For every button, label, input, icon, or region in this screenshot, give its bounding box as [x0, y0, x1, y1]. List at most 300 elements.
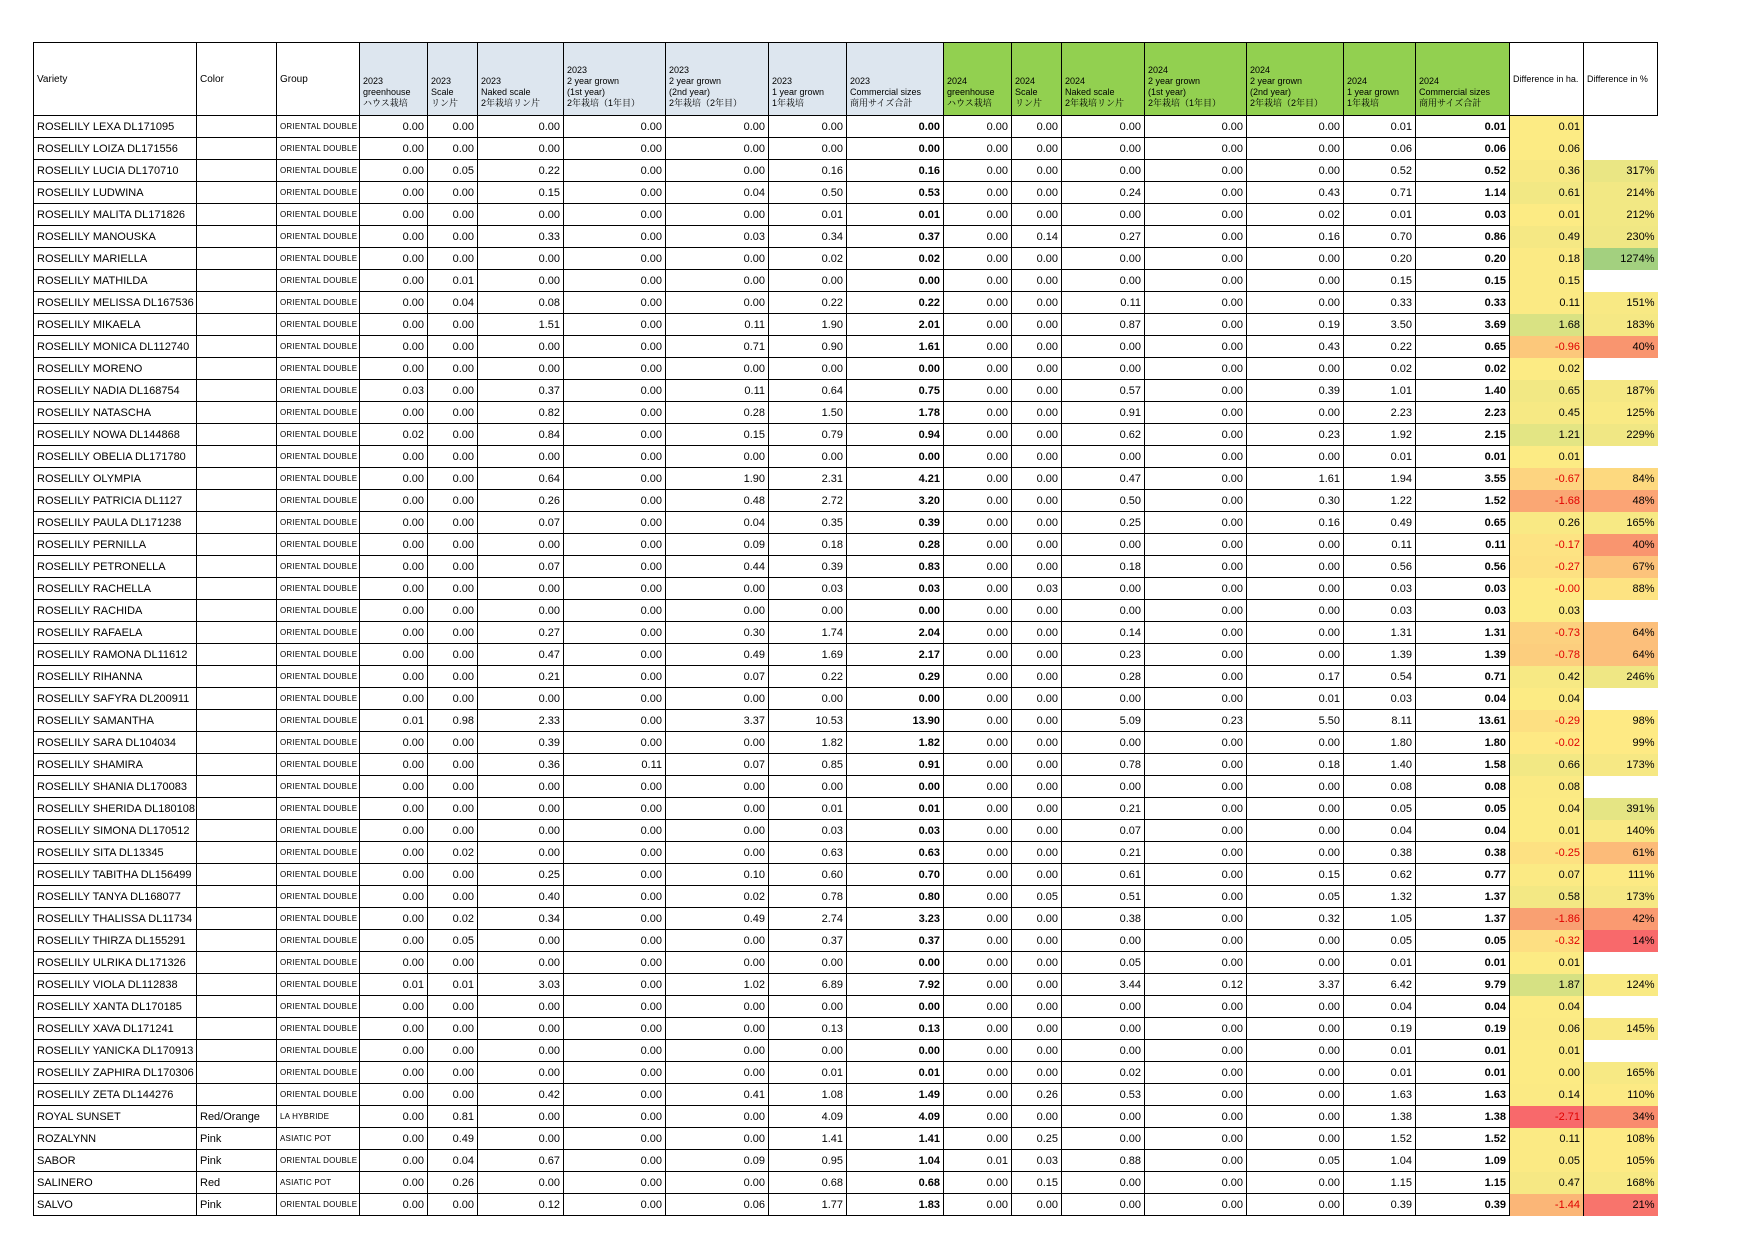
header-year: 2023: [431, 76, 452, 86]
variety-cell: ROSELILY SARA DL104034: [34, 732, 197, 754]
value-2023-cell: 0.00: [564, 886, 666, 908]
value-2023-cell: 0.00: [564, 1128, 666, 1150]
group-cell: ORIENTAL DOUBLE: [277, 1084, 360, 1106]
value-2023-cell: 0.00: [428, 446, 478, 468]
value-2024-cell: 0.00: [1012, 556, 1062, 578]
value-2023-cell: 0.00: [666, 1128, 769, 1150]
header-y2023-col-6: [847, 43, 944, 116]
difference-ha-cell: -0.29: [1510, 710, 1584, 732]
value-2024-cell: 0.00: [1062, 776, 1145, 798]
value-2023-cell: 0.50: [769, 182, 847, 204]
group-cell: ORIENTAL DOUBLE: [277, 248, 360, 270]
value-2024-cell: 0.00: [1012, 1194, 1062, 1216]
commercial-2023-cell: 7.92: [847, 974, 944, 996]
table-row: [34, 688, 1658, 710]
value-2024-cell: 0.12: [1145, 974, 1247, 996]
value-2024-cell: 0.00: [1012, 380, 1062, 402]
commercial-2023-cell: 0.01: [847, 798, 944, 820]
group-cell: ORIENTAL DOUBLE: [277, 710, 360, 732]
value-2023-cell: 0.00: [478, 842, 564, 864]
group-cell: ORIENTAL DOUBLE: [277, 886, 360, 908]
header-y2023-col-2: [478, 43, 564, 116]
value-2023-cell: 0.00: [564, 182, 666, 204]
value-2023-cell: 0.95: [769, 1150, 847, 1172]
value-2024-cell: 0.00: [1145, 490, 1247, 512]
value-2023-cell: 0.81: [428, 1106, 478, 1128]
value-2024-cell: 0.00: [1247, 160, 1344, 182]
value-2023-cell: 0.00: [769, 952, 847, 974]
value-2024-cell: 0.00: [1247, 1018, 1344, 1040]
color-cell: [197, 996, 277, 1018]
value-2023-cell: 0.00: [360, 864, 428, 886]
value-2023-cell: 4.09: [769, 1106, 847, 1128]
group-cell: ORIENTAL DOUBLE: [277, 908, 360, 930]
value-2024-cell: 0.00: [1145, 402, 1247, 424]
commercial-2024-cell: 1.52: [1416, 1128, 1510, 1150]
value-2024-cell: 1.63: [1344, 1084, 1416, 1106]
value-2024-cell: 0.20: [1344, 248, 1416, 270]
difference-ha-cell: 0.61: [1510, 182, 1584, 204]
value-2023-cell: 0.00: [428, 754, 478, 776]
value-2024-cell: 0.00: [1062, 1128, 1145, 1150]
value-2024-cell: 0.00: [1247, 1106, 1344, 1128]
value-2023-cell: 0.00: [360, 996, 428, 1018]
table-row: [34, 864, 1658, 886]
value-2024-cell: 0.00: [1145, 534, 1247, 556]
value-2024-cell: 0.49: [1344, 512, 1416, 534]
value-2024-cell: 3.37: [1247, 974, 1344, 996]
difference-pct-cell: 42%: [1584, 908, 1658, 930]
value-2024-cell: 0.00: [944, 1084, 1012, 1106]
commercial-2024-cell: 0.11: [1416, 534, 1510, 556]
value-2023-cell: 0.00: [666, 138, 769, 160]
color-cell: [197, 314, 277, 336]
commercial-2024-cell: 13.61: [1416, 710, 1510, 732]
value-2024-cell: 0.05: [1247, 1150, 1344, 1172]
color-cell: [197, 490, 277, 512]
header-line1: Naked scale: [1065, 87, 1115, 97]
value-2024-cell: 0.00: [1062, 270, 1145, 292]
value-2023-cell: 0.00: [564, 512, 666, 534]
value-2023-cell: 0.00: [769, 688, 847, 710]
value-2024-cell: 0.00: [1145, 1194, 1247, 1216]
table-row: [34, 622, 1658, 644]
color-cell: Red/Orange: [197, 1106, 277, 1128]
commercial-2023-cell: 1.83: [847, 1194, 944, 1216]
variety-area-table: [33, 42, 1658, 1216]
color-cell: [197, 578, 277, 600]
value-2023-cell: 0.00: [428, 666, 478, 688]
value-2024-cell: 0.00: [944, 996, 1012, 1018]
difference-ha-cell: 0.01: [1510, 1040, 1584, 1062]
value-2023-cell: 0.07: [666, 666, 769, 688]
value-2024-cell: 0.18: [1247, 754, 1344, 776]
value-2023-cell: 0.00: [564, 996, 666, 1018]
value-2024-cell: 1.01: [1344, 380, 1416, 402]
value-2023-cell: 0.00: [360, 798, 428, 820]
value-2024-cell: 0.00: [1145, 754, 1247, 776]
difference-pct-cell: 61%: [1584, 842, 1658, 864]
difference-ha-cell: 0.45: [1510, 402, 1584, 424]
header-y2024-col-1: [1012, 43, 1062, 116]
difference-ha-cell: 1.21: [1510, 424, 1584, 446]
group-cell: ORIENTAL DOUBLE: [277, 798, 360, 820]
value-2024-cell: 0.24: [1062, 182, 1145, 204]
table-row: [34, 402, 1658, 424]
table-row: [34, 446, 1658, 468]
value-2024-cell: 0.88: [1062, 1150, 1145, 1172]
difference-pct-cell: [1584, 688, 1658, 710]
value-2023-cell: 0.30: [666, 622, 769, 644]
value-2024-cell: 0.87: [1062, 314, 1145, 336]
value-2024-cell: 0.15: [1344, 270, 1416, 292]
difference-ha-cell: 0.07: [1510, 864, 1584, 886]
variety-cell: ROSELILY LEXA DL171095: [34, 116, 197, 138]
difference-ha-cell: 0.06: [1510, 138, 1584, 160]
variety-cell: ROSELILY SHAMIRA: [34, 754, 197, 776]
value-2024-cell: 0.00: [1145, 666, 1247, 688]
group-cell: ORIENTAL DOUBLE: [277, 336, 360, 358]
value-2023-cell: 0.00: [360, 248, 428, 270]
value-2024-cell: 0.14: [1012, 226, 1062, 248]
value-2023-cell: 0.85: [769, 754, 847, 776]
difference-pct-cell: 187%: [1584, 380, 1658, 402]
commercial-2023-cell: 0.03: [847, 578, 944, 600]
value-2024-cell: 0.02: [1062, 1062, 1145, 1084]
commercial-2023-cell: 4.09: [847, 1106, 944, 1128]
value-2023-cell: 0.00: [428, 622, 478, 644]
value-2023-cell: 0.00: [478, 534, 564, 556]
value-2023-cell: 0.00: [478, 1172, 564, 1194]
variety-cell: ROSELILY RACHELLA: [34, 578, 197, 600]
value-2024-cell: 0.00: [944, 204, 1012, 226]
value-2023-cell: 0.04: [428, 292, 478, 314]
value-2024-cell: 0.00: [1145, 952, 1247, 974]
group-cell: ORIENTAL DOUBLE: [277, 314, 360, 336]
value-2023-cell: 0.00: [564, 710, 666, 732]
commercial-2024-cell: 0.65: [1416, 336, 1510, 358]
commercial-2023-cell: 0.63: [847, 842, 944, 864]
header-year: 2024: [947, 76, 968, 86]
difference-ha-cell: 0.04: [1510, 798, 1584, 820]
value-2023-cell: 0.00: [564, 1018, 666, 1040]
commercial-2023-cell: 0.00: [847, 776, 944, 798]
value-2023-cell: 0.00: [360, 1150, 428, 1172]
commercial-2023-cell: 0.29: [847, 666, 944, 688]
header-line1: Scale: [431, 87, 454, 97]
value-2024-cell: 0.00: [1145, 248, 1247, 270]
value-2024-cell: 0.00: [1247, 952, 1344, 974]
variety-cell: ROSELILY LUDWINA: [34, 182, 197, 204]
commercial-2024-cell: 1.58: [1416, 754, 1510, 776]
commercial-2023-cell: 1.61: [847, 336, 944, 358]
value-2023-cell: 0.03: [360, 380, 428, 402]
value-2024-cell: 5.09: [1062, 710, 1145, 732]
value-2024-cell: 0.00: [1062, 688, 1145, 710]
difference-ha-cell: -0.02: [1510, 732, 1584, 754]
value-2023-cell: 0.00: [478, 776, 564, 798]
value-2023-cell: 0.39: [478, 732, 564, 754]
table-row: [34, 534, 1658, 556]
header-line1: 2 year grown: [1148, 76, 1201, 86]
commercial-2023-cell: 2.04: [847, 622, 944, 644]
commercial-2024-cell: 0.01: [1416, 446, 1510, 468]
value-2024-cell: 0.00: [944, 424, 1012, 446]
value-2024-cell: 0.00: [1145, 864, 1247, 886]
difference-pct-cell: 105%: [1584, 1150, 1658, 1172]
value-2023-cell: 0.00: [360, 160, 428, 182]
difference-ha-cell: 0.65: [1510, 380, 1584, 402]
value-2023-cell: 0.12: [478, 1194, 564, 1216]
value-2024-cell: 0.00: [944, 248, 1012, 270]
value-2024-cell: 0.14: [1062, 622, 1145, 644]
variety-cell: ROSELILY MALITA DL171826: [34, 204, 197, 226]
color-cell: [197, 160, 277, 182]
group-cell: ORIENTAL DOUBLE: [277, 292, 360, 314]
group-cell: ORIENTAL DOUBLE: [277, 358, 360, 380]
value-2024-cell: 0.00: [1145, 930, 1247, 952]
header-y2024-col-0: [944, 43, 1012, 116]
value-2024-cell: 0.00: [944, 754, 1012, 776]
value-2023-cell: 0.00: [564, 820, 666, 842]
value-2024-cell: 1.92: [1344, 424, 1416, 446]
commercial-2023-cell: 0.03: [847, 820, 944, 842]
value-2024-cell: 0.70: [1344, 226, 1416, 248]
value-2024-cell: 0.00: [1012, 1018, 1062, 1040]
value-2023-cell: 0.25: [478, 864, 564, 886]
variety-cell: SALINERO: [34, 1172, 197, 1194]
value-2023-cell: 0.11: [666, 380, 769, 402]
table-row: [34, 886, 1658, 908]
header-jp: 商用サイズ合計: [850, 98, 913, 108]
header-line2: (2nd year): [669, 87, 711, 97]
commercial-2023-cell: 0.00: [847, 1040, 944, 1062]
table-row: [34, 952, 1658, 974]
color-cell: [197, 358, 277, 380]
variety-cell: ROSELILY MONICA DL112740: [34, 336, 197, 358]
value-2023-cell: 0.00: [428, 380, 478, 402]
value-2024-cell: 0.00: [1012, 138, 1062, 160]
color-cell: [197, 930, 277, 952]
commercial-2024-cell: 1.52: [1416, 490, 1510, 512]
group-cell: ORIENTAL DOUBLE: [277, 996, 360, 1018]
value-2023-cell: 1.02: [666, 974, 769, 996]
value-2024-cell: 0.11: [1344, 534, 1416, 556]
difference-pct-cell: 151%: [1584, 292, 1658, 314]
value-2023-cell: 0.00: [478, 1062, 564, 1084]
difference-pct-cell: [1584, 358, 1658, 380]
value-2024-cell: 0.00: [1145, 1172, 1247, 1194]
value-2024-cell: 0.39: [1344, 1194, 1416, 1216]
commercial-2024-cell: 0.38: [1416, 842, 1510, 864]
value-2024-cell: 0.00: [1012, 446, 1062, 468]
value-2023-cell: 1.77: [769, 1194, 847, 1216]
commercial-2023-cell: 3.20: [847, 490, 944, 512]
value-2023-cell: 0.00: [478, 600, 564, 622]
color-cell: Pink: [197, 1150, 277, 1172]
table-row: [34, 380, 1658, 402]
group-cell: ORIENTAL DOUBLE: [277, 534, 360, 556]
commercial-2024-cell: 0.03: [1416, 600, 1510, 622]
table-row: [34, 556, 1658, 578]
difference-pct-cell: 212%: [1584, 204, 1658, 226]
color-cell: [197, 512, 277, 534]
table-row: [34, 908, 1658, 930]
value-2023-cell: 0.00: [478, 248, 564, 270]
group-cell: ORIENTAL DOUBLE: [277, 1150, 360, 1172]
difference-pct-cell: 125%: [1584, 402, 1658, 424]
value-2024-cell: 0.17: [1247, 666, 1344, 688]
value-2023-cell: 0.00: [564, 116, 666, 138]
value-2023-cell: 0.02: [769, 248, 847, 270]
difference-ha-cell: -1.68: [1510, 490, 1584, 512]
value-2024-cell: 0.00: [1247, 534, 1344, 556]
value-2024-cell: 0.00: [1247, 270, 1344, 292]
value-2024-cell: 0.00: [1145, 314, 1247, 336]
value-2024-cell: 0.00: [1012, 842, 1062, 864]
header-year: 2023: [481, 76, 502, 86]
header-line2: (1st year): [567, 87, 606, 97]
value-2024-cell: 0.00: [1012, 996, 1062, 1018]
value-2024-cell: 0.04: [1344, 820, 1416, 842]
value-2023-cell: 2.74: [769, 908, 847, 930]
commercial-2024-cell: 1.09: [1416, 1150, 1510, 1172]
value-2023-cell: 0.00: [564, 1084, 666, 1106]
value-2023-cell: 0.00: [360, 468, 428, 490]
value-2023-cell: 0.00: [360, 556, 428, 578]
commercial-2023-cell: 3.23: [847, 908, 944, 930]
difference-pct-cell: [1584, 270, 1658, 292]
table-row: [34, 798, 1658, 820]
value-2024-cell: 0.00: [944, 952, 1012, 974]
variety-cell: ROSELILY MELISSA DL167536: [34, 292, 197, 314]
difference-ha-cell: -0.00: [1510, 578, 1584, 600]
header-y2023-col-3: [564, 43, 666, 116]
value-2023-cell: 10.53: [769, 710, 847, 732]
color-cell: [197, 864, 277, 886]
value-2023-cell: 0.28: [666, 402, 769, 424]
value-2023-cell: 0.01: [360, 974, 428, 996]
header-difference-pct: Difference in %: [1584, 43, 1658, 116]
group-cell: ORIENTAL DOUBLE: [277, 424, 360, 446]
commercial-2024-cell: 1.15: [1416, 1172, 1510, 1194]
commercial-2024-cell: 1.40: [1416, 380, 1510, 402]
commercial-2024-cell: 1.37: [1416, 908, 1510, 930]
variety-cell: ROSELILY NATASCHA: [34, 402, 197, 424]
value-2024-cell: 0.00: [1062, 732, 1145, 754]
value-2024-cell: 0.01: [1344, 204, 1416, 226]
value-2023-cell: 2.72: [769, 490, 847, 512]
difference-pct-cell: 34%: [1584, 1106, 1658, 1128]
value-2023-cell: 0.10: [666, 864, 769, 886]
value-2024-cell: 0.00: [1247, 798, 1344, 820]
header-year: 2023: [669, 65, 690, 75]
value-2024-cell: 0.39: [1247, 380, 1344, 402]
value-2024-cell: 0.06: [1344, 138, 1416, 160]
value-2024-cell: 0.01: [944, 1150, 1012, 1172]
value-2024-cell: 0.00: [944, 1194, 1012, 1216]
header-row: [34, 43, 1658, 116]
value-2024-cell: 0.00: [1145, 226, 1247, 248]
value-2023-cell: 0.04: [666, 182, 769, 204]
commercial-2023-cell: 0.00: [847, 358, 944, 380]
value-2023-cell: 0.00: [478, 1128, 564, 1150]
value-2024-cell: 0.00: [944, 1106, 1012, 1128]
difference-ha-cell: 0.04: [1510, 688, 1584, 710]
value-2024-cell: 0.23: [1145, 710, 1247, 732]
value-2023-cell: 0.00: [360, 512, 428, 534]
value-2024-cell: 0.00: [1247, 776, 1344, 798]
commercial-2024-cell: 0.01: [1416, 952, 1510, 974]
value-2024-cell: 1.31: [1344, 622, 1416, 644]
difference-ha-cell: 0.06: [1510, 1018, 1584, 1040]
group-cell: ORIENTAL DOUBLE: [277, 688, 360, 710]
commercial-2023-cell: 2.01: [847, 314, 944, 336]
value-2023-cell: 0.00: [666, 292, 769, 314]
commercial-2023-cell: 0.00: [847, 996, 944, 1018]
value-2023-cell: 0.00: [564, 248, 666, 270]
difference-ha-cell: 0.47: [1510, 1172, 1584, 1194]
value-2024-cell: 0.00: [1247, 820, 1344, 842]
variety-cell: SABOR: [34, 1150, 197, 1172]
color-cell: [197, 402, 277, 424]
commercial-2024-cell: 0.52: [1416, 160, 1510, 182]
difference-pct-cell: 173%: [1584, 886, 1658, 908]
header-year: 2024: [1015, 76, 1036, 86]
value-2024-cell: 0.00: [1145, 1084, 1247, 1106]
value-2024-cell: 0.01: [1344, 446, 1416, 468]
difference-ha-cell: 1.68: [1510, 314, 1584, 336]
commercial-2024-cell: 0.03: [1416, 204, 1510, 226]
value-2024-cell: 0.00: [1145, 996, 1247, 1018]
value-2023-cell: 2.31: [769, 468, 847, 490]
value-2024-cell: 0.00: [944, 600, 1012, 622]
variety-cell: ROSELILY SHERIDA DL180108: [34, 798, 197, 820]
variety-cell: ROSELILY SHANIA DL170083: [34, 776, 197, 798]
header-y2024-col-5: [1344, 43, 1416, 116]
value-2023-cell: 0.00: [428, 138, 478, 160]
value-2023-cell: 3.03: [478, 974, 564, 996]
value-2024-cell: 0.25: [1062, 512, 1145, 534]
group-cell: ORIENTAL DOUBLE: [277, 666, 360, 688]
commercial-2024-cell: 0.86: [1416, 226, 1510, 248]
header-year: 2024: [1347, 76, 1368, 86]
value-2024-cell: 0.00: [1012, 248, 1062, 270]
value-2023-cell: 0.00: [360, 292, 428, 314]
value-2023-cell: 0.64: [478, 468, 564, 490]
difference-ha-cell: -1.44: [1510, 1194, 1584, 1216]
value-2023-cell: 0.00: [769, 996, 847, 1018]
value-2023-cell: 0.00: [428, 776, 478, 798]
value-2024-cell: 0.00: [1247, 732, 1344, 754]
value-2024-cell: 0.00: [1012, 622, 1062, 644]
difference-pct-cell: 165%: [1584, 512, 1658, 534]
variety-cell: ROSELILY OLYMPIA: [34, 468, 197, 490]
difference-pct-cell: 229%: [1584, 424, 1658, 446]
difference-pct-cell: 84%: [1584, 468, 1658, 490]
table-row: [34, 116, 1658, 138]
value-2024-cell: 0.00: [944, 336, 1012, 358]
difference-pct-cell: 111%: [1584, 864, 1658, 886]
value-2023-cell: 0.35: [769, 512, 847, 534]
value-2023-cell: 1.90: [769, 314, 847, 336]
difference-ha-cell: 0.05: [1510, 1150, 1584, 1172]
value-2024-cell: 0.30: [1247, 490, 1344, 512]
value-2023-cell: 0.00: [666, 1062, 769, 1084]
value-2023-cell: 0.00: [564, 688, 666, 710]
value-2023-cell: 0.49: [666, 908, 769, 930]
value-2023-cell: 0.13: [769, 1018, 847, 1040]
